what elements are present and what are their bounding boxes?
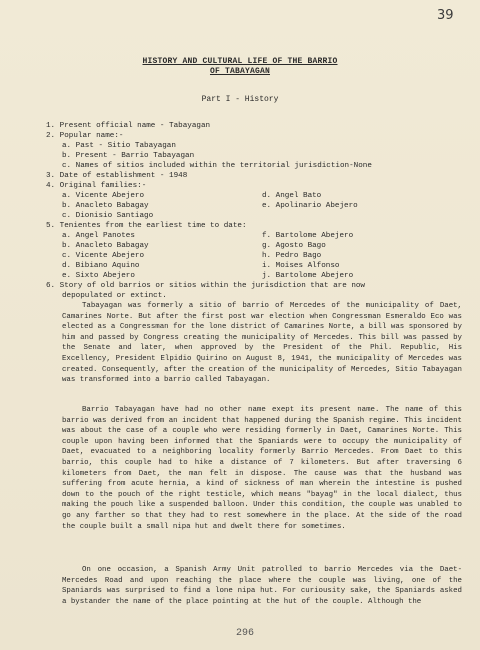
- family-item: a. Vicente Abejero: [62, 192, 145, 200]
- item-3: 3. Date of establishment - 1948: [46, 172, 188, 180]
- family-item: b. Anacleto Babagay: [62, 202, 149, 210]
- item-2a: a. Past - Sitio Tabayagan: [62, 142, 176, 150]
- item-4: 4. Original families:-: [46, 182, 147, 190]
- teniente-item: j. Bartolome Abejero: [262, 272, 354, 280]
- teniente-item: e. Sixto Abejero: [62, 272, 135, 280]
- teniente-item: h. Pedro Bago: [262, 252, 322, 260]
- item-2b: b. Present - Barrio Tabayagan: [62, 152, 195, 160]
- teniente-item: i. Moises Alfonso: [262, 262, 340, 270]
- teniente-item: d. Bibiano Aquino: [62, 262, 140, 270]
- teniente-item: g. Agosto Bago: [262, 242, 326, 250]
- document-title-line2: OF TABAYAGAN: [209, 67, 270, 76]
- family-item: d. Angel Bato: [262, 192, 322, 200]
- item-2: 2. Popular name:-: [46, 132, 124, 140]
- item-6: 6. Story of old barrios or sitios within the jurisdiction that are now: [46, 282, 365, 290]
- teniente-item: a. Angel Panotes: [62, 232, 135, 240]
- document-title-line1: HISTORY AND CULTURAL LIFE OF THE BARRIO: [142, 57, 338, 66]
- teniente-item: c. Vicente Abejero: [62, 252, 145, 260]
- family-item: e. Apolinario Abejero: [262, 202, 358, 210]
- item-2c: c. Names of sitios included within the territorial jurisdiction-None: [62, 162, 372, 170]
- item-6-cont: depopulated or extinct.: [62, 292, 167, 300]
- teniente-item: b. Anacleto Babagay: [62, 242, 149, 250]
- item-5: 5. Tenientes from the earliest time to date:: [46, 222, 247, 230]
- part-heading: Part I - History: [201, 95, 279, 104]
- story-paragraph-1: Tabayagan was formerly a sitio of barrio of Mercedes of the municipality of Daet, Camarines Norte. But after the first post war election when Congressman Esmeraldo Eco was elected as a Congressman for the lone district of Camarines Norte, a bill was sponsored by him and passed by Congress creating the municipality of Mercedes. This bill was passed by the Senate and later, when approved by the President of the Phil. Republic, His Excellency, President Elpidio Quirino on August 8, 1941, the municipality of Mercedes was created. Consequently, after the creation of the municipality of Mercedes, Sitio Tabayagan was transformed into a barrio called Tabayagan.: [62, 302, 462, 385]
- story-paragraph-3: On one occasion, a Spanish Army Unit patrolled to barrio Mercedes via the Daet-Mercedes Road and upon reaching the place where the couple was living, one of the Spaniards was surprised to find a lone nipa hut. For curiousity sake, the Spaniards asked a bystander the name of the place pointing at the hut of the couple. Although the: [62, 566, 462, 606]
- item-1: 1. Present official name - Tabayagan: [46, 122, 211, 130]
- family-item: c. Dionisio Santiago: [62, 212, 154, 220]
- teniente-item: f. Bartolome Abejero: [262, 232, 354, 240]
- page-number: 39: [437, 8, 454, 23]
- bottom-mark: 296: [236, 628, 255, 639]
- story-paragraph-2: Barrio Tabayagan have had no other name exept its present name. The name of this barrio was derived from an incident that happened during the Spanish regime. This incident was about the case of a couple who were residing formerly in Daet, Camarines Norte. This couple upon having been informed that the Spaniards were to occupy the municipality of Daet, evacuated to a neighboring locality formerly Barrio Mercedes. From Daet to this barrio, this couple had to hike a distance of 7 kilometers. But after traversing 6 kilometers from Daet, the man felt in dispose. The cause was that the husband was suffering from acute hernia, a kind of sickness of man wherein the intestine is pushed down to the pouch of the right testicle, which means "bayag" in the local dialect, thus making the pouch like a suspended balloon. Under this condition, the couple was unabled to go any farther so that they had to rest somewhere in the place. At the side of the road the couple built a small nipa hut and dwelt there for sometimes.: [62, 406, 462, 531]
